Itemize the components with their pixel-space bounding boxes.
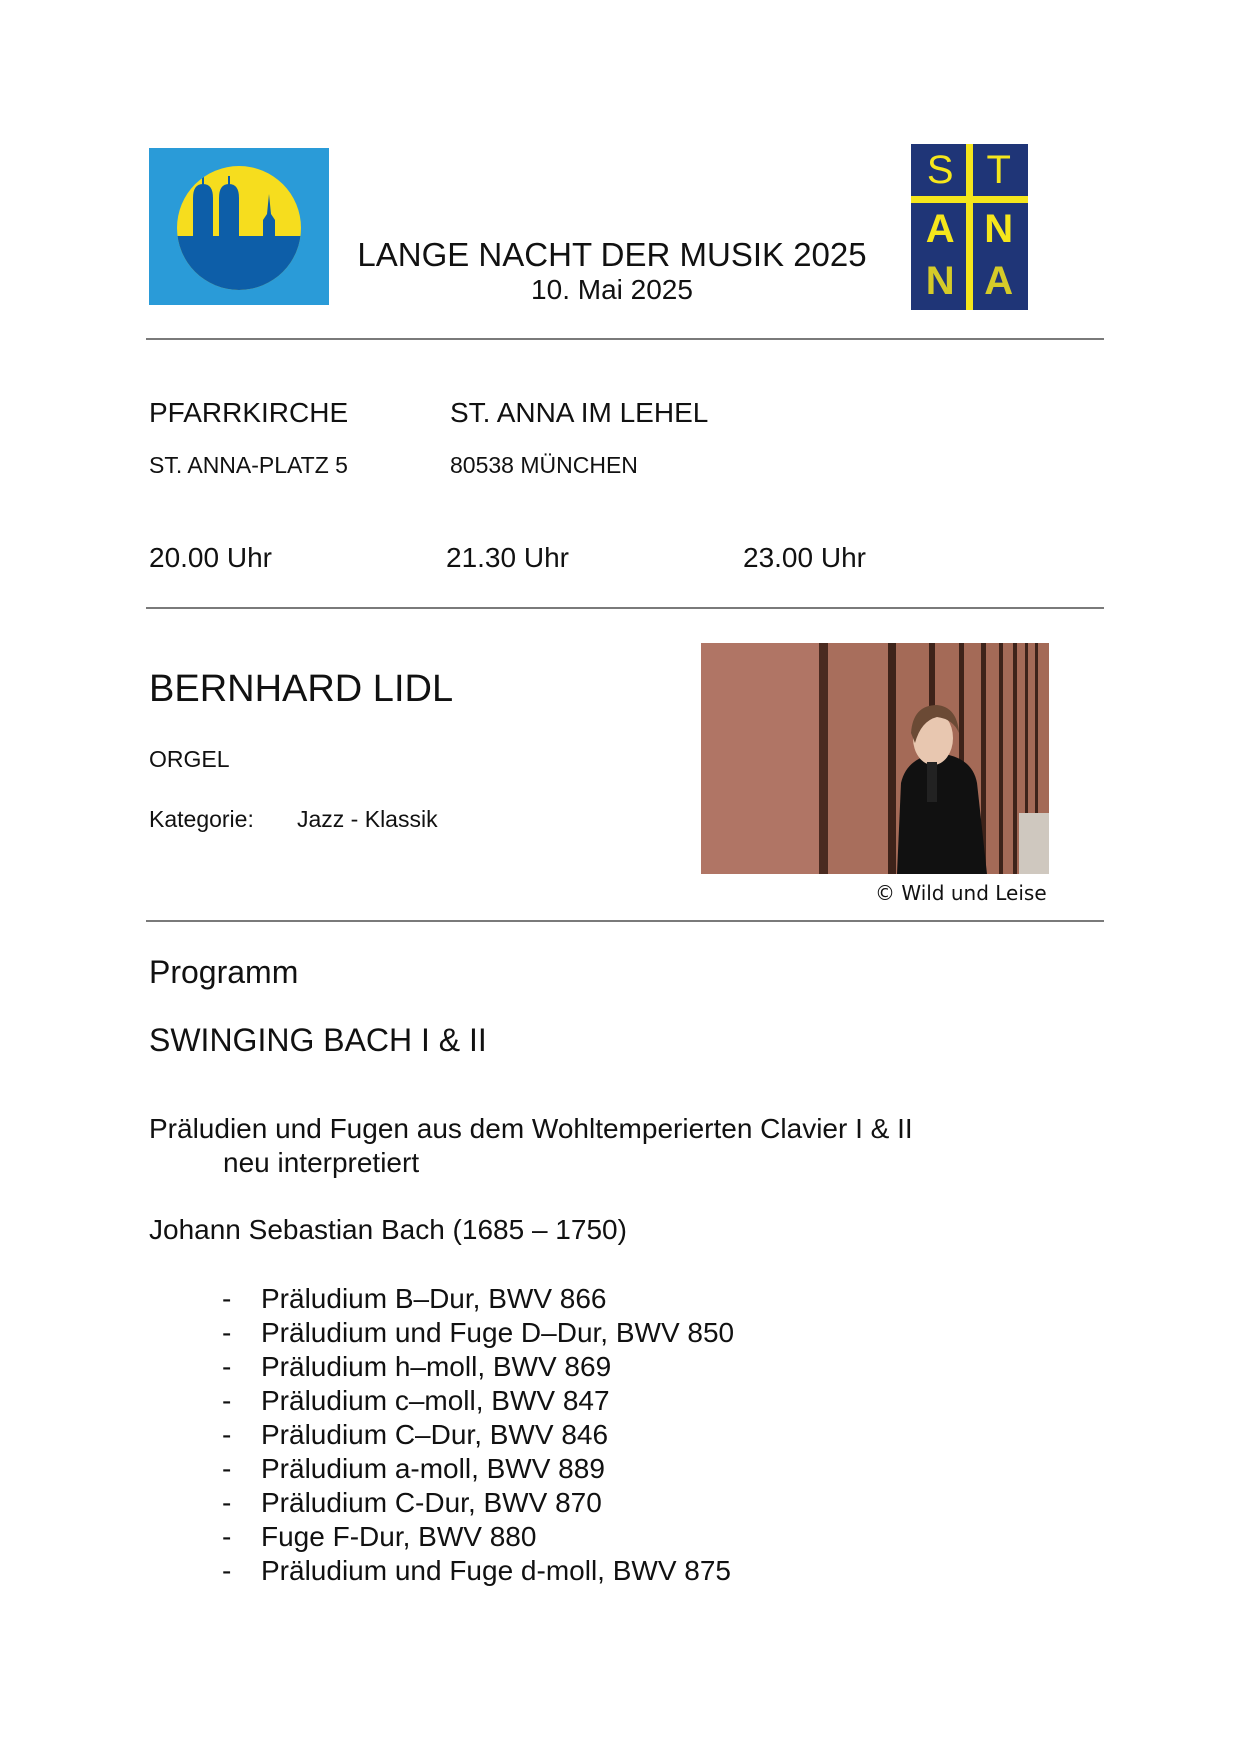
list-item [222,1384,734,1418]
bullet-dash: - [222,1385,232,1416]
divider [146,920,1104,922]
logo-letter: N [925,258,955,303]
time-slot-3: 23.00 Uhr [743,542,866,573]
bullet-dash: - [222,1419,232,1450]
divider [146,607,1104,609]
list-item [222,1282,734,1316]
venue-type: PFARRKIRCHE [149,397,349,428]
work-title: Präludium a-moll, BWV 889 [261,1453,605,1484]
venue-name: ST. ANNA IM LEHEL [450,397,709,428]
work-title: Fuge F-Dur, BWV 880 [261,1521,537,1552]
work-title: Präludium B–Dur, BWV 866 [261,1283,607,1314]
bullet-dash: - [222,1521,232,1552]
bullet-dash: - [222,1283,232,1314]
program-description-continued: neu interpretiert [223,1147,420,1178]
artist-name: BERNHARD LIDL [149,668,454,710]
work-title: Präludium und Fuge d-moll, BWV 875 [261,1555,731,1586]
logo-letter: S [926,147,954,192]
category-value: Jazz - Klassik [297,806,438,832]
venue-city: 80538 MÜNCHEN [450,452,638,478]
logo-letter: A [925,206,955,251]
list-item [222,1350,734,1384]
work-title: Präludium h–moll, BWV 869 [261,1351,612,1382]
list-item [222,1316,734,1350]
artist-photo [701,643,1049,874]
divider [146,338,1104,340]
artist-photo-image [701,643,1049,874]
logo-letter: N [984,206,1014,251]
time-slot-1: 20.00 Uhr [149,542,272,573]
program-title: SWINGING BACH I & II [149,1022,487,1058]
bullet-dash: - [222,1555,232,1586]
list-item [222,1486,734,1520]
work-title: Präludium C-Dur, BWV 870 [261,1487,602,1518]
bullet-dash: - [222,1487,232,1518]
artist-instrument: ORGEL [149,746,230,772]
work-title: Präludium und Fuge D–Dur, BWV 850 [261,1317,735,1348]
composer: Johann Sebastian Bach (1685 – 1750) [149,1214,627,1245]
list-item [222,1452,734,1486]
program-heading: Programm [149,954,299,990]
bullet-dash: - [222,1317,232,1348]
logo-letter: A [984,258,1014,303]
work-title: Präludium c–moll, BWV 847 [261,1385,610,1416]
list-item [222,1418,734,1452]
list-item [222,1554,734,1588]
event-date: 10. Mai 2025 [531,274,693,305]
event-title: LANGE NACHT DER MUSIK 2025 [357,236,867,273]
bullet-dash: - [222,1453,232,1484]
category-label: Kategorie: [149,806,254,832]
work-title: Präludium C–Dur, BWV 846 [261,1419,609,1450]
list-item [222,1520,734,1554]
cross-horizontal-bar [911,196,1028,203]
photo-credit: © Wild und Leise [875,881,1047,905]
bullet-dash: - [222,1351,232,1382]
program-description: Präludien und Fugen aus dem Wohltemperierten Clavier I & II [149,1113,913,1144]
time-slot-2: 21.30 Uhr [446,542,569,573]
works-list [222,1282,734,1588]
venue-street: ST. ANNA-PLATZ 5 [149,452,348,478]
logo-letter: T [986,147,1011,192]
